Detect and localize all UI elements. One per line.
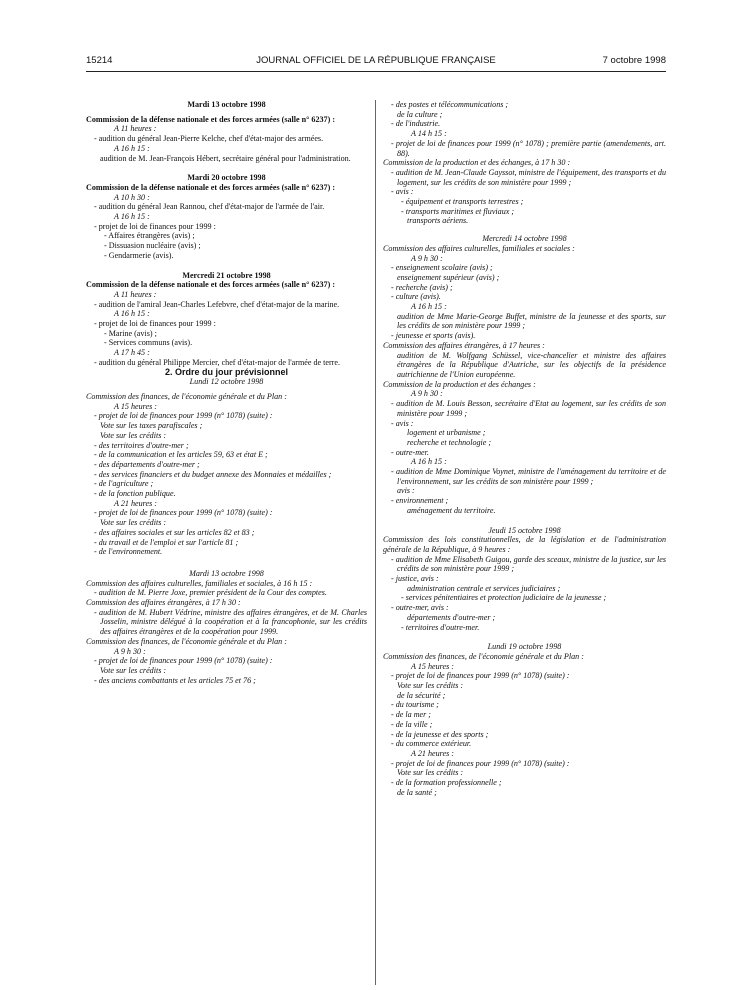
- agenda-subitem: aménagement du territoire.: [407, 505, 496, 515]
- page-number: 15214: [86, 55, 113, 66]
- commission-heading: Commission de la production et des échanges, à 17 h 30 :: [383, 158, 571, 168]
- agenda-subitem: - services pénitentiaires et protection judiciaire de la jeunesse ;: [401, 593, 607, 603]
- section-heading: 2. Ordre du jour prévisionnel: [164, 366, 289, 377]
- agenda-item: - audition du général Philippe Mercier, chef d'état-major de l'armée de terre.: [94, 357, 340, 367]
- agenda-subitem: départements d'outre-mer ;: [407, 612, 496, 622]
- time-label: A 16 h 15 :: [114, 143, 150, 153]
- commission-heading: Commission des affaires étrangères, à 17 h 30 :: [86, 598, 241, 608]
- agenda-item: - projet de loi de finances pour 1999 (n° 1078) (suite) :: [94, 656, 273, 666]
- commission-heading: Commission des finances, de l'économie générale et du Plan :: [86, 391, 287, 401]
- agenda-item: Vote sur les crédits :: [397, 768, 464, 778]
- time-label: A 10 h 30 :: [114, 192, 150, 202]
- time-label: A 9 h 30 :: [411, 253, 443, 263]
- agenda-item: Vote sur les crédits :: [397, 681, 464, 691]
- day-heading: Mardi 13 octobre 1998: [189, 568, 264, 578]
- header-rule: [86, 71, 666, 72]
- agenda-subitem: recherche et technologie ;: [407, 437, 492, 447]
- commission-heading: Commission de la défense nationale et des forces armées (salle n° 6237) :: [86, 280, 336, 290]
- time-label: A 11 heures :: [114, 289, 157, 299]
- agenda-subitem: - des départements d'outre-mer ;: [94, 459, 200, 469]
- agenda-item: - audition de Mme Elisabeth Guigou, garde des sceaux, ministre de la justice, sur les crédits de son ministère pour 1999 ;: [391, 554, 666, 574]
- agenda-item: - audition de Mme Dominique Voynet, ministre de l'aménagement du territoire et de l'environnement, sur les crédits de son ministère pour 1999 ;: [391, 467, 666, 486]
- agenda-subitem: - de l'environnement.: [94, 547, 163, 557]
- time-label: A 15 heures :: [114, 401, 157, 411]
- agenda-item: - projet de loi de finances pour 1999 (n° 1078) (suite) :: [391, 758, 570, 768]
- agenda-subitem: - équipement et transports terrestres ;: [401, 197, 524, 207]
- page-header: [86, 52, 666, 70]
- day-heading: Lundi 19 octobre 1998: [487, 642, 562, 652]
- agenda-item: - culture (avis).: [391, 292, 441, 302]
- left-column: [86, 100, 367, 685]
- agenda-subitem: logement et urbanisme ;: [407, 428, 486, 438]
- agenda-subitem: - du commerce extérieur.: [391, 739, 472, 749]
- day-heading: Jeudi 15 octobre 1998: [488, 525, 561, 535]
- agenda-item: - audition de M. Jean-Claude Gayssot, ministre de l'équipement, des transports et du logement, sur les crédits de son ministère pour 1999 ;: [391, 167, 667, 187]
- right-column: [383, 100, 666, 798]
- agenda-item: - environnement ;: [391, 496, 449, 506]
- agenda-item: Vote sur les taxes parafiscales ;: [100, 421, 203, 431]
- agenda-item: Vote sur les crédits :: [100, 518, 167, 528]
- agenda-subitem: - de la mer ;: [391, 710, 432, 720]
- agenda-subitem: de la culture ;: [397, 109, 443, 119]
- commission-heading: Commission de la défense nationale et des forces armées (salle n° 6237) :: [86, 182, 336, 192]
- agenda-item: - projet de loi de finances pour 1999 (n° 1078) (suite) :: [94, 411, 273, 421]
- commission-heading: Commission des affaires culturelles, familiales et sociales, à 16 h 15 :: [86, 578, 313, 588]
- agenda-item: - outre-mer, avis :: [391, 603, 449, 613]
- agenda-subitem: - des anciens combattants et les articles 75 et 76 ;: [94, 675, 256, 685]
- agenda-subitem: - de la communication et les articles 59, 63 et état E ;: [94, 450, 268, 460]
- agenda-item: audition de M. Jean-François Hébert, secrétaire général pour l'administration.: [100, 153, 351, 163]
- agenda-item: - audition de M. Louis Besson, secrétaire d'Etat au logement, sur les crédits de son ministère pour 1999 ;: [391, 399, 666, 418]
- agenda-subitem: - de la formation professionnelle ;: [391, 778, 502, 788]
- agenda-subitem: - de la ville ;: [391, 719, 433, 729]
- agenda-item: - enseignement scolaire (avis) ;: [391, 263, 493, 273]
- agenda-subitem: - des services financiers et du budget annexe des Monnaies et médailles ;: [94, 469, 332, 479]
- agenda-item: audition de M. Wolfgang Schüssel, vice-chancelier et ministre des affaires étrangères de la République d'Autriche, sur les objectifs de la présidence autrichienne de l'Union européenne.: [397, 350, 666, 379]
- time-label: A 9 h 30 :: [114, 646, 146, 656]
- agenda-subitem: de la santé ;: [397, 787, 437, 797]
- time-label: A 14 h 15 :: [411, 129, 447, 139]
- time-label: A 16 h 15 :: [411, 302, 447, 312]
- agenda-subitem: - de l'agriculture ;: [94, 479, 154, 489]
- commission-heading: Commission des affaires étrangères, à 17 heures :: [383, 340, 545, 350]
- agenda-subitem: - de la fonction publique.: [94, 489, 176, 499]
- agenda-item: - avis :: [391, 187, 414, 197]
- agenda-subitem: - des territoires d'outre-mer ;: [94, 440, 189, 450]
- agenda-subitem: de la sécurité ;: [397, 690, 446, 700]
- agenda-subitem: - du travail et de l'emploi et sur l'article 81 ;: [94, 537, 239, 547]
- time-label: A 15 heures :: [411, 661, 454, 671]
- agenda-subitem: - de l'industrie.: [391, 119, 441, 129]
- agenda-subitem: transports aériens.: [407, 216, 469, 226]
- agenda-item: - audition du général Jean-Pierre Kelche, chef d'état-major des armées.: [94, 134, 324, 144]
- agenda-item: - projet de loi de finances pour 1999 (n° 1078) (suite) :: [391, 671, 570, 681]
- time-label: A 11 heures :: [114, 124, 157, 134]
- agenda-subitem: - Marine (avis) ;: [104, 328, 157, 338]
- agenda-item: Vote sur les crédits :: [100, 665, 167, 675]
- agenda-subitem: - Gendarmerie (avis).: [104, 250, 174, 260]
- time-label: A 16 h 15 :: [114, 309, 150, 319]
- agenda-item: - projet de loi de finances pour 1999 :: [94, 319, 216, 329]
- agenda-subitem: - Affaires étrangères (avis) ;: [104, 231, 195, 241]
- agenda-subitem: - de la jeunesse et des sports ;: [391, 729, 489, 739]
- day-heading: Mercredi 14 octobre 1998: [482, 234, 567, 244]
- journal-title: JOURNAL OFFICIEL DE LA RÉPUBLIQUE FRANÇAISE: [256, 55, 496, 66]
- commission-heading: Commission des affaires culturelles, familiales et sociales :: [383, 243, 575, 253]
- agenda-item: - recherche (avis) ;: [391, 282, 453, 292]
- agenda-item: - projet de loi de finances pour 1999 :: [94, 221, 216, 231]
- agenda-subitem: - transports maritimes et fluviaux ;: [401, 206, 515, 216]
- time-label: A 21 heures :: [114, 498, 157, 508]
- time-label: A 9 h 30 :: [411, 389, 443, 399]
- commission-heading: Commission des finances, de l'économie générale et du Plan :: [383, 651, 584, 661]
- column-divider: [375, 100, 376, 985]
- agenda-subitem: - Dissuasion nucléaire (avis) ;: [104, 241, 201, 251]
- time-label: A 17 h 45 :: [114, 348, 150, 358]
- day-heading: Mardi 20 octobre 1998: [187, 173, 266, 183]
- day-heading: Mercredi 21 octobre 1998: [182, 270, 271, 280]
- agenda-subitem: administration centrale et services judiciaires ;: [407, 583, 561, 593]
- time-label: A 21 heures :: [411, 749, 454, 758]
- agenda-item: - justice, avis :: [391, 574, 439, 584]
- day-heading: Lundi 12 octobre 1998: [189, 377, 264, 387]
- commission-heading: Commission des finances, de l'économie générale et du Plan :: [86, 636, 287, 646]
- agenda-item: enseignement supérieur (avis) ;: [397, 272, 500, 282]
- agenda-subitem: - des postes et télécommunications ;: [391, 100, 509, 109]
- agenda-subitem: - territoires d'outre-mer.: [401, 622, 480, 632]
- agenda-item: audition de Mme Marie-George Buffet, ministre de la jeunesse et des sports, sur les crédits de son ministère pour 1999 ;: [397, 311, 666, 331]
- agenda-item: - audition de M. Hubert Védrine, ministre des affaires étrangères, et de M. Charles Josselin, ministre délégué à la coopération et à la francophonie, sur les crédits des affaires étrangères et de la coopération pour 1999.: [94, 607, 367, 637]
- agenda-item: - projet de loi de finances pour 1999 (n° 1078) ; première partie (amendements, art. 88).: [391, 138, 666, 158]
- day-heading: Mardi 13 octobre 1998: [187, 100, 266, 109]
- time-label: A 16 h 15 :: [411, 457, 447, 467]
- agenda-item: - jeunesse et sports (avis).: [391, 331, 476, 341]
- commission-heading: Commission des lois constitutionnelles, de la législation et de l'administration générale de la République, à 9 heures :: [383, 535, 666, 554]
- commission-heading: Commission de la production et des échanges :: [383, 379, 536, 389]
- time-label: A 16 h 15 :: [114, 212, 150, 222]
- agenda-item: - audition de M. Pierre Joxe, premier président de la Cour des comptes.: [94, 588, 327, 598]
- commission-heading: Commission de la défense nationale et des forces armées (salle n° 6237) :: [86, 114, 336, 124]
- agenda-item: - projet de loi de finances pour 1999 (n° 1078) (suite) :: [94, 508, 273, 518]
- agenda-item: avis :: [397, 486, 415, 496]
- agenda-item: Vote sur les crédits :: [100, 430, 167, 440]
- agenda-item: - audition de l'amiral Jean-Charles Lefebvre, chef d'état-major de la marine.: [94, 299, 340, 309]
- agenda-subitem: - des affaires sociales et sur les articles 82 et 83 ;: [94, 527, 255, 537]
- agenda-item: - audition du général Jean Rannou, chef d'état-major de l'armée de l'air.: [94, 202, 325, 212]
- agenda-item: - avis :: [391, 418, 414, 428]
- agenda-subitem: - Services communs (avis).: [104, 338, 193, 348]
- issue-date: 7 octobre 1998: [602, 55, 666, 66]
- agenda-item: - outre-mer.: [391, 447, 429, 457]
- agenda-subitem: - du tourisme ;: [391, 700, 439, 710]
